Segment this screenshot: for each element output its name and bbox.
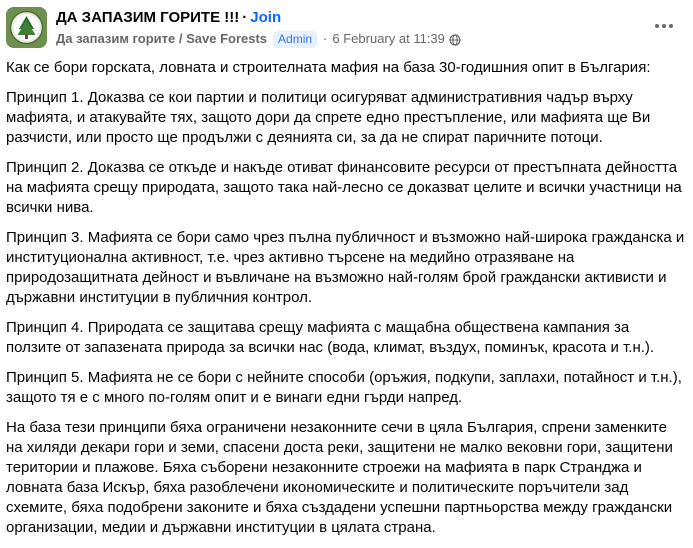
- post-paragraph-principle-3: Принцип 3. Мафията се бори само чрез пълна публичност и възможно най-широка гражданска и институционална активност, т.е. чрез активно търсене на медийно отразяване на природозащитната дейност и въвличане на възможно най-голям брой граждански активисти и държавни институции в публичния контрол.: [6, 229, 685, 306]
- post-paragraph-results: На база тези принципи бяха ограничени незаконните сечи в цяла България, спрени заменките на хиляди декари гори и земи, спасени доста реки, защитени не малко вековни гори, защитени територии и плажове. Бяха съборени незаконните строежи на мафията в парк Странджа и ловната база Искър, бяха разоблечени икономическите и политическите поръчители зад схемите, бяха подобрени законите и бяха създадени успешни партньорства между граждански организации, медии и държавни институции в цялата страна.: [6, 419, 673, 536]
- group-avatar[interactable]: [6, 7, 47, 48]
- author-link[interactable]: Да запазим горите / Save Forests: [56, 31, 268, 46]
- meta-separator: ·: [323, 31, 328, 46]
- post-meta-line: [56, 30, 461, 48]
- globe-icon[interactable]: [449, 33, 461, 45]
- title-separator: ·: [242, 9, 248, 26]
- post-paragraph-principle-1: Принцип 1. Доказва се кои партии и политици осигуряват административния чадър върху мафията, и атакувайте тях, защото дори да спрете едно престъпление, или мафията ще Ви разчисти, или просто ще продължи с деянията си, за да не спират паричните потоци.: [6, 89, 651, 146]
- post-paragraph-intro: Как се бори горската, ловната и строителната мафия на база 30-годишния опит в България:: [6, 59, 651, 76]
- post-paragraph-principle-4: Принцип 4. Природата се защитава срещу мафията с мащабна обществена кампания за ползите от запазената природа за всички нас (вода, климат, въздух, поминък, красота и т.н.).: [6, 319, 655, 356]
- post-title-line: [56, 8, 281, 28]
- group-name-link[interactable]: ДА ЗАПАЗИМ ГОРИТЕ !!!: [56, 9, 240, 26]
- forest-logo-icon: [6, 7, 47, 48]
- post-timestamp-link[interactable]: 6 February at 11:39: [332, 31, 445, 46]
- more-options-icon: [655, 24, 659, 28]
- more-options-button[interactable]: [650, 12, 678, 40]
- join-button[interactable]: Join: [250, 9, 282, 26]
- post-header: [0, 0, 693, 56]
- admin-badge: Admin: [273, 31, 317, 48]
- post-paragraph-principle-2: Принцип 2. Доказва се откъде и накъде отиват финансовите ресурси от престъпната дейността на мафията срещу природата, защото така най-лесно се доказват целите и всички участници на всички нива.: [6, 159, 682, 216]
- post-body: [6, 58, 686, 548]
- post-paragraph-principle-5: Принцип 5. Мафията не се бори с нейните способи (оръжия, подкупи, заплахи, потайност и т.н.), защото тя е с много по-голям опит и е винаги едни гърди напред.: [6, 369, 682, 406]
